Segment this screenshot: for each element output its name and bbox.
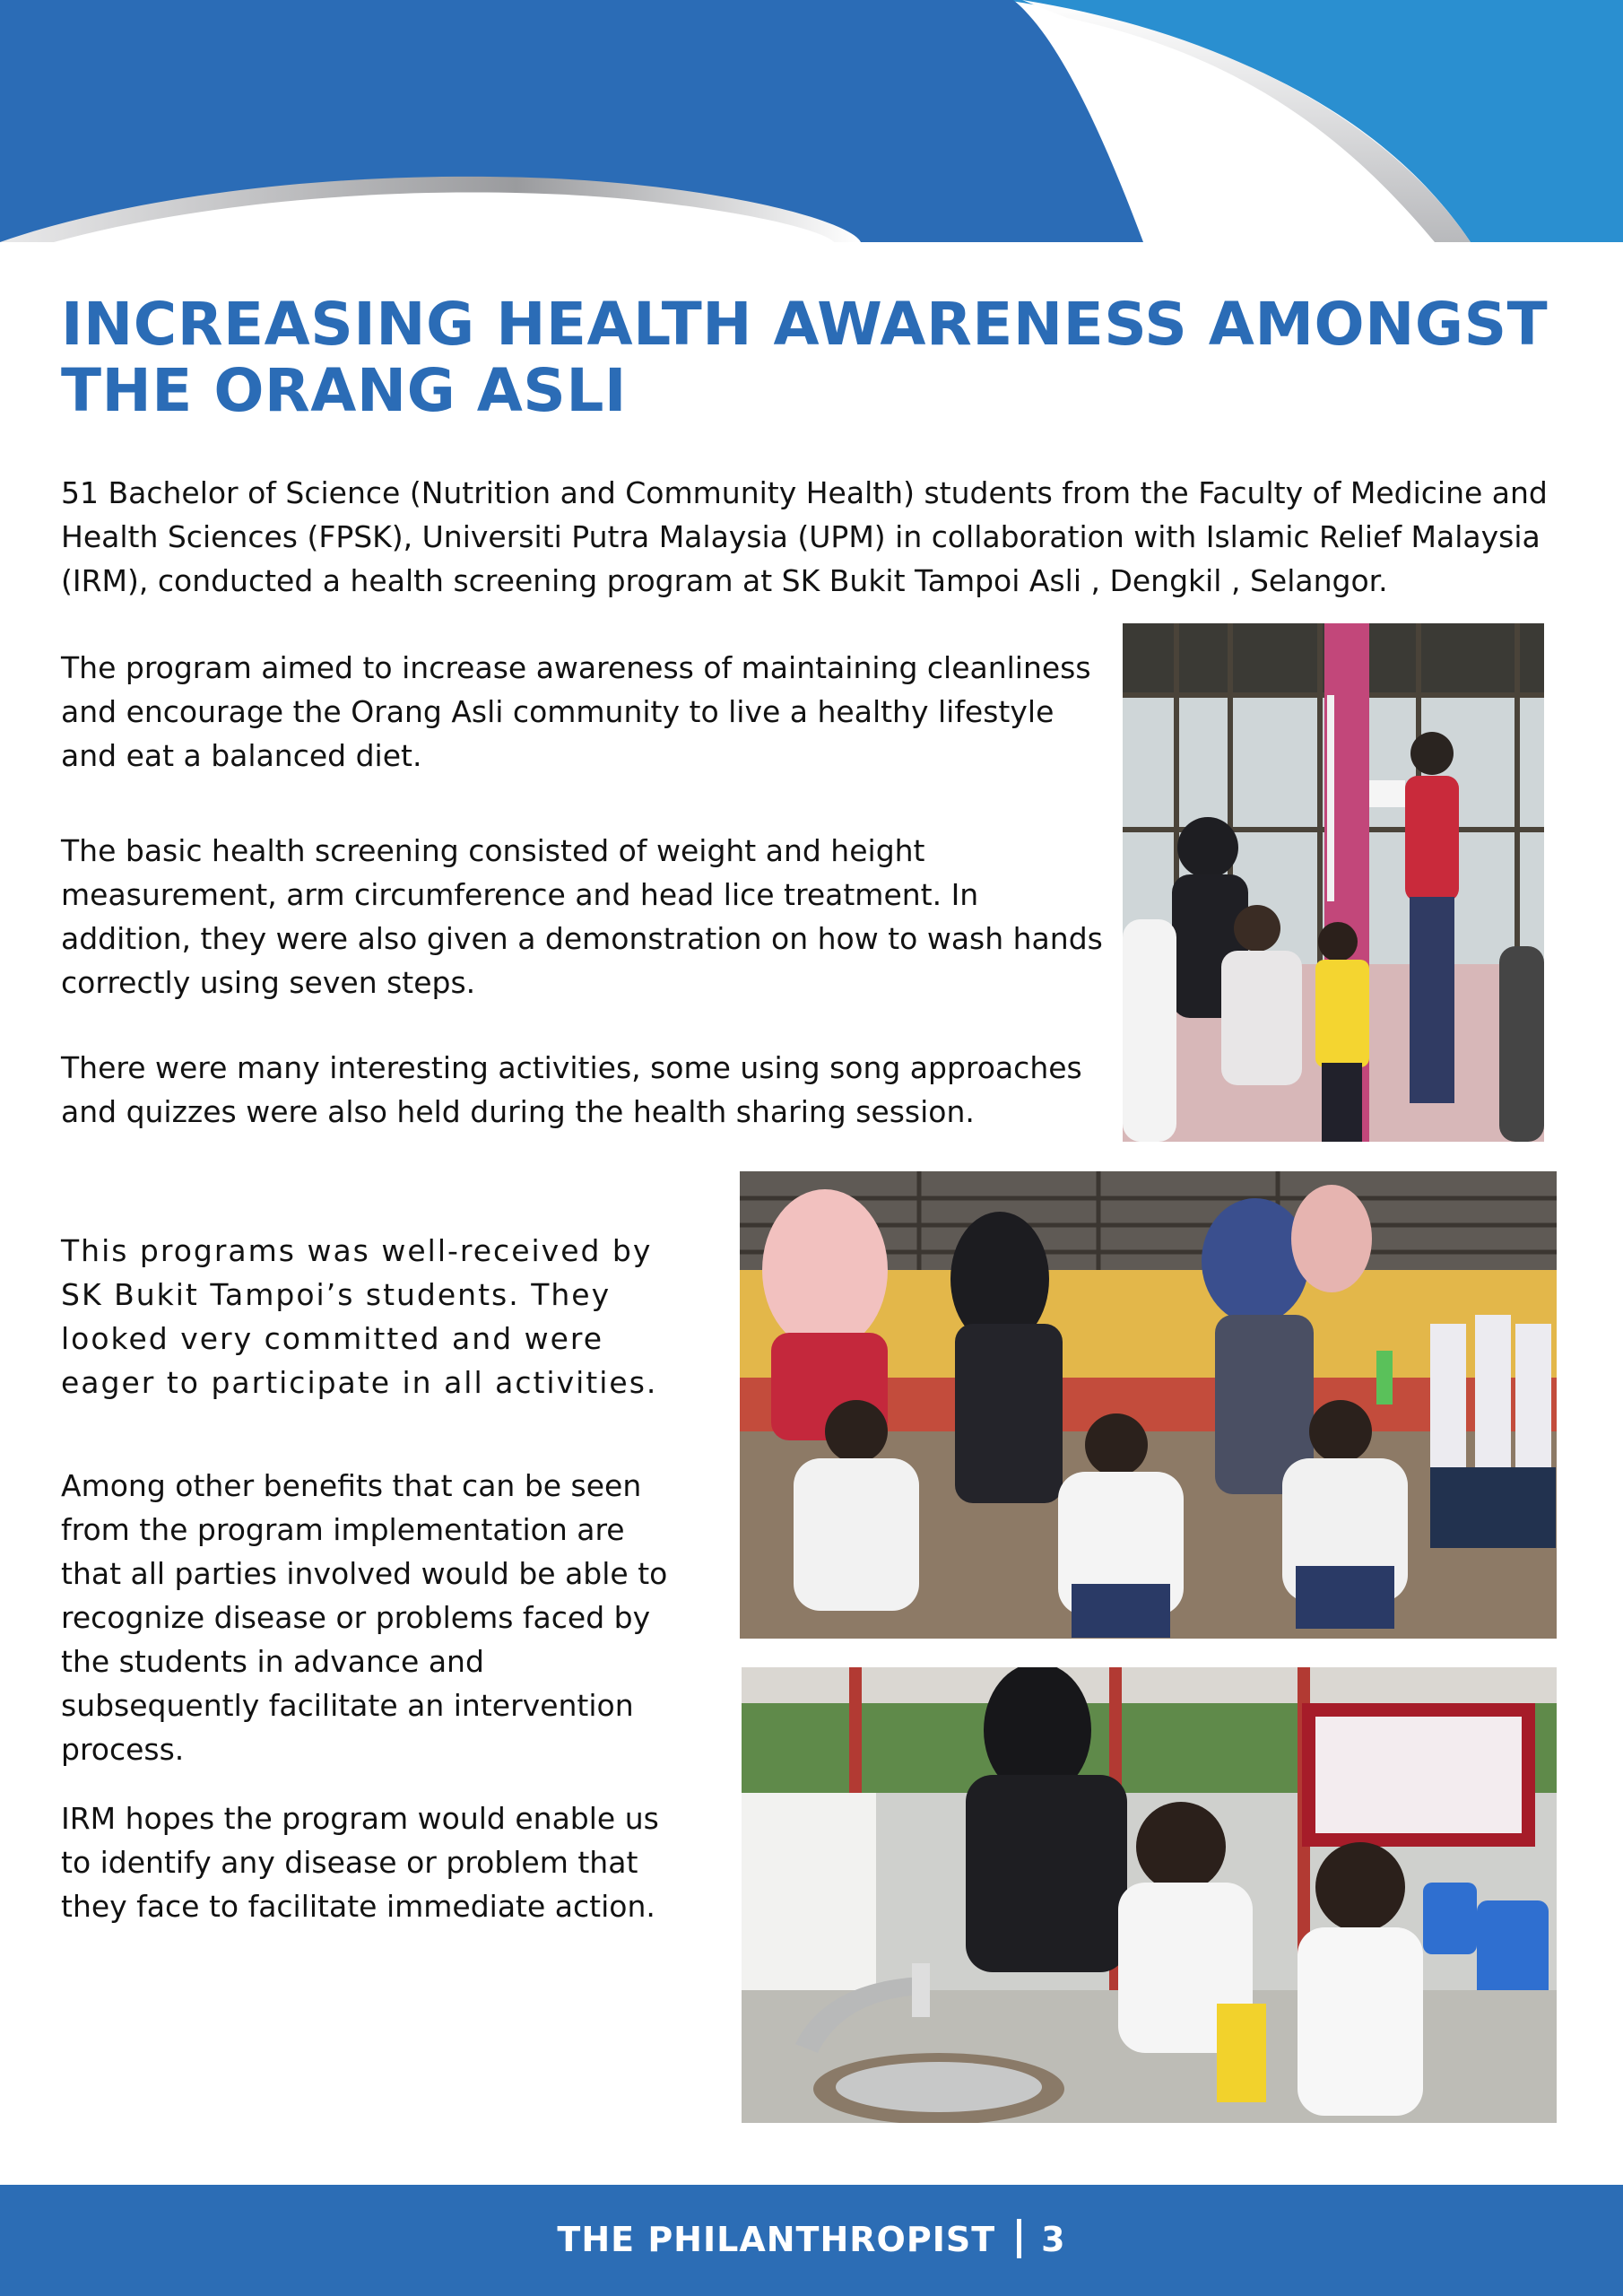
body-paragraph-irm-hopes: IRM hopes the program would enable us to identify any disease or problem that they face to facilitate immediate action. [61,1801,659,1924]
footer-separator [1017,2219,1021,2258]
header-banner [0,0,1623,242]
article-title: INCREASING HEALTH AWARENESS AMONGST THE ORANG ASLI [61,290,1549,425]
photo-hand-washing [742,1667,1557,2123]
page-number: 3 [1041,2220,1066,2259]
footer-bar [0,2185,1623,2296]
body-paragraph-aim: The program aimed to increase awareness of maintaining cleanliness and encourage the Orang Asli community to live a healthy lifestyle and eat a balanced diet. [61,650,1091,773]
photo-height-measurement [1123,623,1544,1142]
body-paragraph-benefits: Among other benefits that can be seen from the program implementation are that all parties involved would be able to recognize disease or problems faced by the students in advance and subsequently facilitate an intervention process. [61,1468,668,1767]
photo-head-lice-treatment [740,1171,1557,1639]
publication-name: THE PHILANTHROPIST [557,2220,996,2259]
body-paragraph-activities: There were many interesting activities, some using song approaches and quizzes were also held during the health sharing session. [61,1050,1082,1129]
intro-paragraph: 51 Bachelor of Science (Nutrition and Community Health) students from the Faculty of Medicine and Health Sciences (FPSK), Universiti Putra Malaysia (UPM) in collaboration with Islamic Relief Malaysia (IRM), conducted a health screening program at SK Bukit Tampoi Asli , Dengkil , Selangor. [61,475,1548,598]
footer-text [0,2219,1623,2259]
body-paragraph-reception: This programs was well-received by SK Bukit Tampoi’s students. They looked very committed and were eager to participate in all activities. [61,1233,658,1400]
body-paragraph-screening: The basic health screening consisted of weight and height measurement, arm circumference and head lice treatment. In addition, they were also given a demonstration on how to wash hands correctly using seven steps. [61,833,1103,1000]
